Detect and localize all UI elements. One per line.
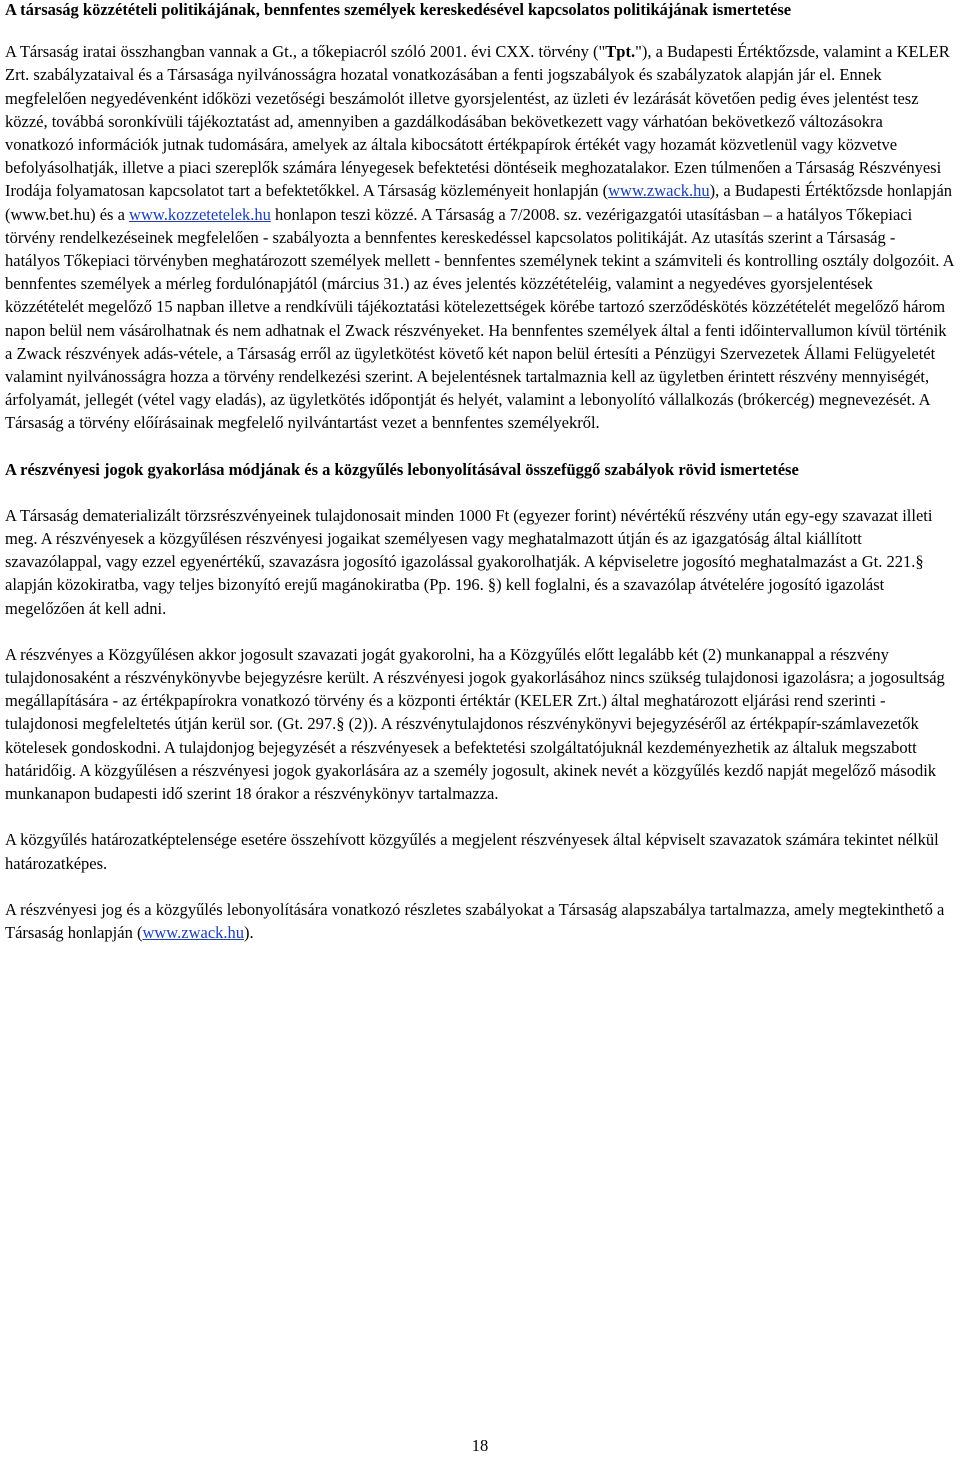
text-run: "), a Budapesti Értéktőzsde, valamint a KELER Zrt. szabályzataival és a Társasága nyilvánosságra hozatal vonatkozásában a fenti jogszabályok és szabályzatok alapján jár el. Ennek megfelelően negyedévenként időközi vezetőségi beszámolót illetve gyorsjelentést, az üzleti év lezárását követően pedig éves jelentést tesz közzé, továbbá soronkívüli tájékoztatást ad, amennyiben a gazdálkodásában bekövetkezett vagy várhatóan bekövetkező változásokra vonatkozó információk jutnak tudomására, amelyek az általa kibocsátott értékpapírok értékét vagy hozamát közvetlenül vagy közvetve befolyásolhatják, illetve a piaci szereplők számára lényegesek befektetési döntéseik meghozatalakor. Ezen túlmenően a Társaság Részvényesi Irodája folyamatosan kapcsolatot tart a befektetőkkel. A Társaság közleményeit honlapján ( [5,42,950,201]
shareholder-rights-paragraph-2: A részvényes a Közgyűlésen akkor jogosult szavazati jogát gyakorolni, ha a Közgyűlés előtt legalább két (2) munkanappal a részvény tulajdonosaként a részvénykönyvbe bejegyzésre került. A részvényesi jogok gyakorlásához nincs szükség tulajdonosi igazolásra; a jogosultság megállapítására - az értékpapírokra vonatkozó törvény és a központi értéktár (KELER Zrt.) által meghatározott eljárási rend szerinti - tulajdonosi megfeleltetés útján kerül sor. (Gt. 297.§ (2)). A részvénytulajdonos részvénykönyvi bejegyzéséről az értékpapír-számlavezetők kötelesek gondoskodni. A tulajdonjog bejegyzését a részvényesek a befektetési szolgáltatójuknál kezdeményezhetik az általuk megszabott határidőig. A közgyűlésen a részvényesi jogok gyakorlására az a személy jogosult, akinek nevét a közgyűlés kezdő napját megelőző második munkanapon budapesti idő szerint 18 órakor a részvénykönyv tartalmazza. [5,644,945,804]
zwack-website-link[interactable]: www.zwack.hu [608,181,710,201]
tpt-abbreviation: Tpt. [605,42,636,62]
page-number: 18 [471,1436,489,1455]
text-run: ), a Budapesti Értéktőzsde honlapján (www.bet.hu) és a [5,181,953,224]
text-run: ). [244,922,254,942]
section-title-disclosure-policy: A társaság közzétételi politikájának, bennfentes személyek kereskedésével kapcsolatos politikájának ismertetése [5,0,792,19]
shareholder-rights-paragraph-3: A közgyűlés határozatképtelensége esetére összehívott közgyűlés a megjelent részvényesek által képviselt szavazatok számára tekintet nélkül határozatképes. [5,830,939,873]
kozzetetelek-website-link[interactable]: www.kozzetetelek.hu [129,204,271,224]
section-title-shareholder-rights: A részvényesi jogok gyakorlása módjának és a közgyűlés lebonyolításával összefüggő szabályok rövid ismertetése [5,459,799,479]
shareholder-rights-paragraph-1: A Társaság dematerializált törzsrészvényeinek tulajdonosait minden 1000 Ft (egyezer forint) névértékű részvény után egy-egy szavazat illeti meg. A részvényesek a közgyűlésen részvényesi jogaikat személyesen vagy meghatalmazott útján és az igazgatóság által kiállított szavazólappal, vagy ezzel egyenértékű, szavazásra jogosító igazolással gyakorolhatják. A képviseletre jogosító meghatalmazást a Gt. 221.§ alapján közokiratba, vagy teljes bizonyító erejű magánokiratba (Pp. 196. §) kell foglalni, és a szavazólap átvételére jogosító igazolást megelőzően át kell adni. [5,505,933,618]
shareholder-rights-paragraph-4 [5,898,954,944]
zwack-website-link[interactable]: www.zwack.hu [142,922,245,942]
text-run: A részvényesi jog és a közgyűlés lebonyolítására vonatkozó részletes szabályokat a Társaság alapszabálya tartalmazza, amely megtekinthető a Társaság honlapján ( [5,899,945,942]
text-run: A Társaság iratai összhangban vannak a Gt., a tőkepiacról szóló 2001. évi CXX. törvény (" [5,42,606,62]
disclosure-policy-paragraph [5,40,954,434]
text-run: honlapon teszi közzé. A Társaság a 7/2008. sz. vezérigazgatói utasításban – a hatályos Tőkepiaci törvény rendelkezéseinek megfelelően - szabályozta a bennfentes kereskedéssel kapcsolatos politikáját. Az utasítás szerint a Társaság - hatályos Tőkepiaci törvényben meghatározott személyek mellett - bennfentes személynek tekint a számviteli és kontrolling osztály dolgozóit. A bennfentes személyek a mérleg fordulónapjától (március 31.) az éves jelentés közzétételéig, valamint a negyedéves gyorsjelentések közzétételét megelőző 15 napban illetve a rendkívüli tájékoztatási kötelezettségek körébe tartozó szerződéskötés közzétételét megelőző három napon belül nem vásárolhatnak és nem adhatnak el Zwack részvényeket. Ha bennfentes személyek által a fenti időintervallumon kívül történik a Zwack részvények adás-vétele, a Társaság erről az ügyletkötést követő két napon belül értesíti a Pénzügyi Szervezetek Állami Felügyeletét valamint nyilvánosságra hozza a törvény rendelkezési szerint. A bejelentésnek tartalmaznia kell az ügyletben érintett részvény mennyiségét, árfolyamát, jellegét (vétel vagy eladás), az ügyletkötés időpontját és helyét, valamint a lebonyolító vállalkozás (brókercég) megnevezését. A Társaság a törvény előírásainak megfelelő nyilvántartást vezet a bennfentes személyekről. [5,204,954,433]
